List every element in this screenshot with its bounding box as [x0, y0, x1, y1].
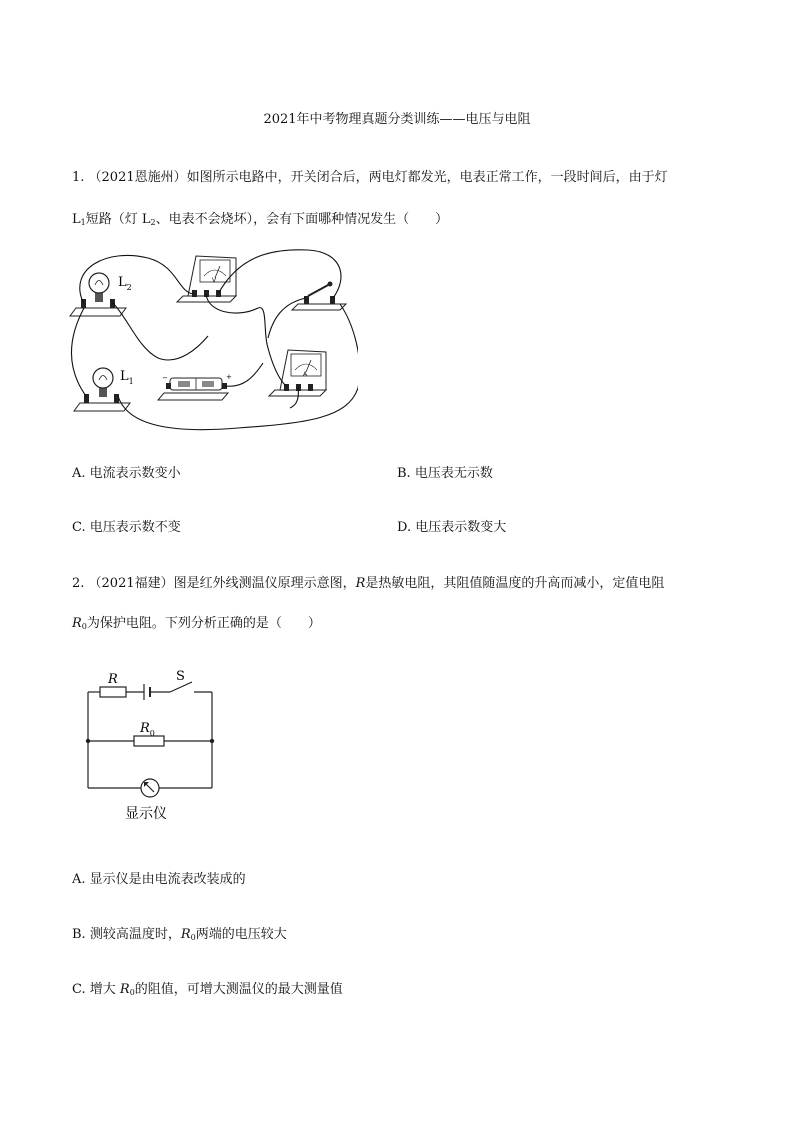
q1-stem-line1: 1. （2021恩施州）如图所示电路中，开关闭合后，两电灯都发光，电表正常工作，一段时间后，由于灯: [72, 170, 668, 185]
q1-option-a[interactable]: A. 电流表示数变小: [72, 466, 181, 481]
q2-option-b[interactable]: B. 测较高温度时，$R_0$两端的电压较大: [72, 927, 287, 942]
q2-stem-line2: $R_0$为保护电阻。下列分析正确的是（ ）: [72, 616, 321, 631]
q1-option-b[interactable]: B. 电压表无示数: [397, 466, 493, 481]
q1-stem-line2: $L_1$短路（灯 $L_2$、电表不会烧坏），会有下面哪种情况发生（ ）: [72, 212, 449, 227]
label-r0: $R_0$: [140, 721, 155, 738]
voltmeter-symbol: V: [212, 277, 217, 284]
q1-option-c[interactable]: C. 电压表示数不变: [72, 520, 181, 535]
label-l1: $L_1$: [120, 369, 134, 386]
q2-option-c[interactable]: C. 增大 $R_0$的阻值，可增大测温仪的最大测量值: [72, 982, 343, 997]
label-l2: $L_2$: [118, 275, 132, 292]
label-display: 显示仪: [125, 806, 167, 822]
label-r: R: [108, 672, 118, 687]
q1-circuit-figure: [68, 238, 358, 433]
resistor-r: [100, 687, 126, 697]
q2-option-a[interactable]: A. 显示仪是由电流表改装成的: [72, 872, 246, 887]
switch: [292, 282, 346, 311]
battery-minus: −: [162, 374, 168, 382]
q1-option-d[interactable]: D. 电压表示数变大: [397, 520, 507, 535]
ammeter-symbol: A: [303, 371, 308, 378]
battery-plus: +: [226, 373, 232, 381]
page-title: 2021年中考物理真题分类训练——电压与电阻: [263, 112, 531, 127]
q2-stem-line1: 2. （2021福建）图是红外线测温仪原理示意图，R是热敏电阻，其阻值随温度的升高而减小，定值电阻: [72, 576, 665, 591]
q2-circuit-figure: [78, 668, 228, 828]
label-s: S: [176, 669, 185, 684]
battery: [158, 378, 228, 400]
